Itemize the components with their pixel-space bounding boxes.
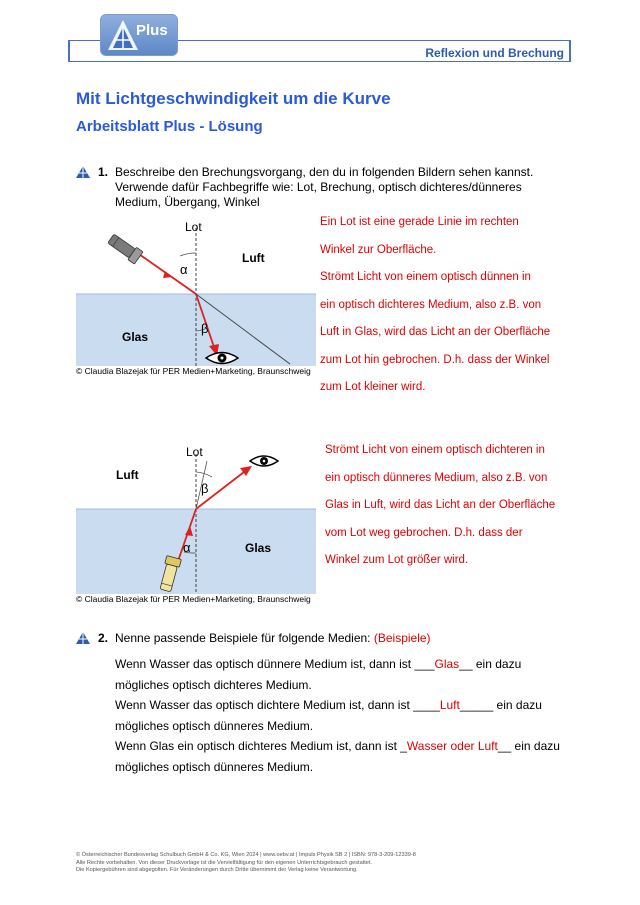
footer-line: Alle Rechte vorbehalten. Von dieser Druckvorlage ist die Vervielfältigung für den eigenen Unterrichtsgebrauch gestattet.	[76, 859, 373, 866]
task1-number: 1.	[98, 165, 109, 179]
fig1-lot-label: Lot	[185, 220, 202, 234]
fig1-credit: © Claudia Blazejak für PER Medien+Marketing, Braunschweig	[76, 366, 311, 376]
task2-prompt	[115, 631, 431, 646]
page-title: Mit Lichtgeschwindigkeit um die Kurve	[76, 89, 391, 108]
fig2-alpha-label: α	[183, 540, 191, 555]
answer-fill: Wasser oder Luft	[406, 739, 498, 753]
answer-line: ein optisch dünneres Medium, also z.B. von	[325, 471, 548, 484]
answer-line: Luft in Glas, wird das Licht an der Oberfläche	[320, 326, 551, 338]
answer-line: Winkel zur Oberfläche.	[320, 243, 437, 256]
task2-answers	[115, 654, 585, 777]
fig2-air-label: Luft	[116, 468, 139, 482]
answer-glass-to-air	[325, 437, 625, 575]
answer-line: Strömt Licht von einem optisch dünnen in	[320, 271, 531, 283]
answer-fill: Luft	[439, 698, 460, 712]
task2-prompt-text: Nenne passende Beispiele für folgende Medien:	[115, 631, 371, 645]
fig2-lot-label: Lot	[186, 445, 203, 459]
page-subtitle: Arbeitsblatt Plus - Lösung	[76, 118, 263, 135]
task1-prompt	[115, 165, 555, 210]
sentence-text: _____ ein dazu	[459, 698, 542, 712]
sentence-line2: mögliches optisch dünneres Medium.	[115, 759, 314, 774]
fig1-glass-label: Glas	[122, 330, 149, 344]
sentence-text: Wenn Wasser das optisch dünnere Medium ist, dann ist ___	[115, 657, 435, 671]
task-level-icon	[76, 632, 90, 644]
footer-line: Die Kopiergebühren sind abgegolten. Für Veränderungen durch Dritte übernimmt der Verlag keine Verantwortung.	[76, 867, 358, 873]
footer-legal	[76, 852, 416, 875]
task1-line: Medium, Übergang, Winkel	[115, 195, 260, 209]
sentence-text: __ ein dazu	[459, 657, 522, 671]
fig1-alpha-label: α	[180, 262, 188, 277]
task1-line: Beschreibe den Brechungsvorgang, den du in folgenden Bildern sehen kannst.	[115, 165, 534, 179]
answer-fill: Glas	[434, 657, 460, 671]
answer-line: vom Lot weg gebrochen. D.h. dass der	[325, 526, 523, 539]
answer-air-to-glass	[320, 209, 620, 402]
task2-sentence	[115, 736, 585, 757]
answer-line: Ein Lot ist eine gerade Linie im rechten	[320, 216, 519, 228]
answer-line: Strömt Licht von einem optisch dichteren in	[325, 444, 545, 456]
answer-line: ein optisch dichteres Medium, also z.B. von	[320, 298, 542, 311]
pyramid-logo-icon	[106, 18, 140, 52]
task-level-icon	[76, 166, 90, 178]
badge-label: Plus	[136, 22, 168, 39]
refraction-figure-glass-to-air	[76, 442, 316, 594]
header-section-title: Reflexion und Brechung	[425, 46, 564, 60]
fig2-credit: © Claudia Blazejak für PER Medien+Marketing, Braunschweig	[76, 594, 311, 604]
header-frame-right	[569, 40, 571, 62]
flashlight-icon	[107, 232, 143, 264]
task1-line: Verwende dafür Fachbegriffe wie: Lot, Brechung, optisch dichteres/dünneres	[115, 180, 522, 194]
answer-line: Glas in Luft, wird das Licht an der Oberfläche	[325, 499, 556, 511]
answer-line: zum Lot kleiner wird.	[320, 381, 426, 393]
sentence-line2: mögliches optisch dünneres Medium.	[115, 718, 314, 733]
task2-sentence	[115, 695, 585, 716]
fig2-glass-label: Glas	[245, 541, 272, 555]
fig1-air-label: Luft	[242, 251, 265, 265]
task2-prompt-note: (Beispiele)	[373, 631, 431, 645]
header-frame-left	[68, 40, 70, 62]
sentence-text: Wenn Glas ein optisch dichteres Medium ist, dann ist _	[115, 739, 407, 753]
footer-line: © Österreichischer Bundesverlag Schulbuch GmbH & Co. KG, Wien 2024 | www.oebv.at | Impuls Physik SB 2 | ISBN: 978-3-209-12339-8	[76, 852, 416, 858]
sentence-text: Wenn Wasser das optisch dichtere Medium ist, dann ist ____	[115, 698, 440, 712]
refraction-figure-air-to-glass	[76, 216, 316, 366]
fig2-beta-label: β	[201, 481, 209, 496]
eye-icon	[250, 456, 278, 466]
task2-number: 2.	[98, 631, 109, 645]
task2-sentence	[115, 654, 585, 675]
sentence-line2: mögliches optisch dichteres Medium.	[115, 677, 312, 692]
fig1-beta-label: β	[201, 321, 209, 336]
answer-line: zum Lot hin gebrochen. D.h. dass der Winkel	[320, 353, 550, 366]
sentence-text: __ ein dazu	[497, 739, 560, 753]
answer-line: Winkel zum Lot größer wird.	[325, 554, 469, 566]
